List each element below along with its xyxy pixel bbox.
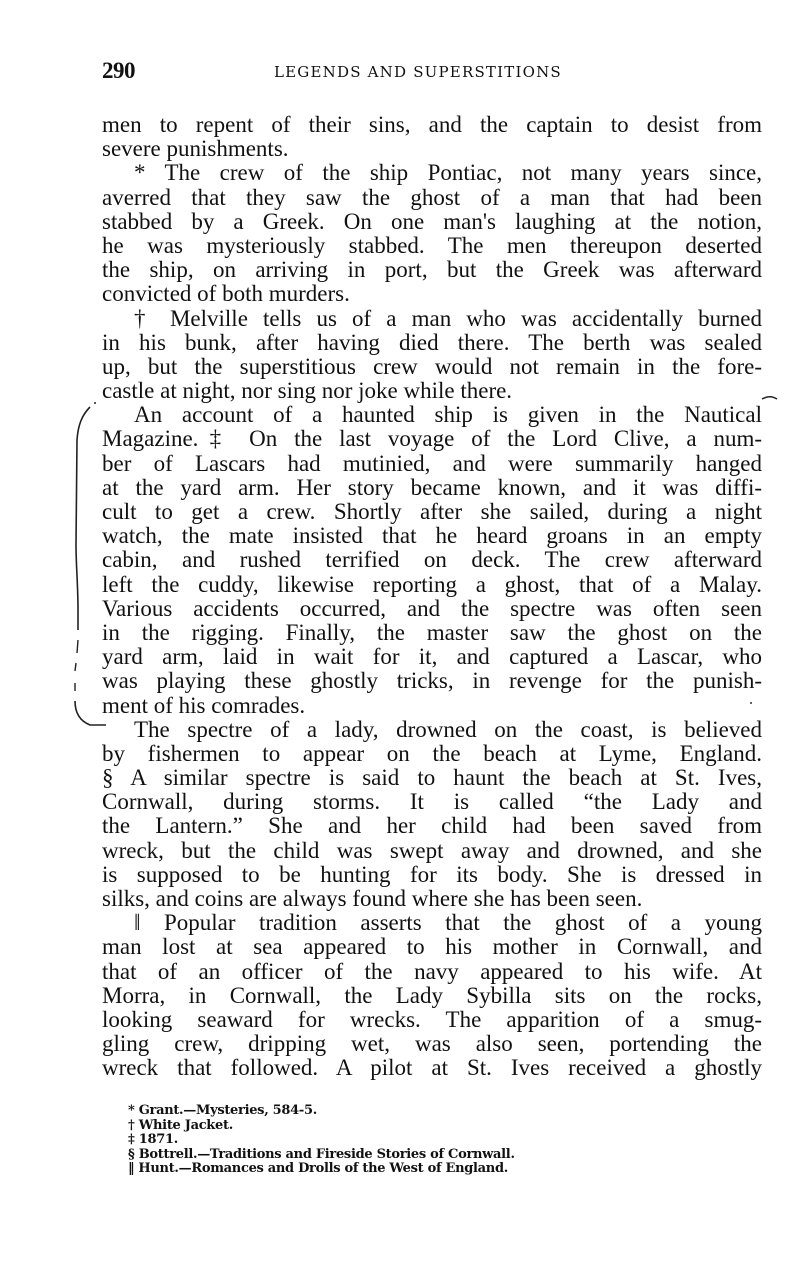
text-line: is supposed to be hunting for its body. She is dressed in	[102, 861, 762, 887]
text-line: Morra, in Cornwall, the Lady Sybilla sits on the rocks,	[102, 982, 762, 1008]
text-line: Cornwall, during storms. It is called “the Lady and	[102, 789, 762, 815]
text-line: convicted of both murders.	[102, 281, 350, 307]
text-line: ‖ Popular tradition asserts that the ghost of a young	[134, 910, 762, 936]
text-line: wreck, but the child was swept away and drowned, and she	[102, 837, 762, 863]
footnote: ‡ 1871.	[128, 1132, 178, 1148]
text-line: left the cuddy, likewise reporting a ghost, that of a Malay.	[102, 571, 762, 597]
text-line: in his bunk, after having died there. The berth was sealed	[102, 329, 762, 355]
text-line: averred that they saw the ghost of a man that had been	[102, 184, 762, 210]
text-line: the Lantern.” She and her child had been saved from	[102, 813, 762, 839]
text-line: wreck that followed. A pilot at St. Ives received a ghostly	[102, 1055, 762, 1081]
text-line: by fishermen to appear on the beach at Lyme, England.	[102, 740, 762, 766]
footnote: † White Jacket.	[128, 1117, 233, 1133]
running-title: LEGENDS AND SUPERSTITIONS	[274, 63, 562, 81]
footnote: § Bottrell.—Traditions and Fireside Stories of Cornwall.	[128, 1146, 515, 1162]
text-line: was playing these ghostly tricks, in revenge for the punish-	[102, 668, 762, 694]
text-line: Various accidents occurred, and the spectre was often seen	[102, 595, 762, 621]
text-line: cult to get a crew. Shortly after she sailed, during a night	[102, 499, 762, 524]
text-line: watch, the mate insisted that he heard groans in an empty	[102, 523, 762, 549]
text-line: man lost at sea appeared to his mother in Cornwall, and	[102, 934, 762, 960]
footnote: * Grant.—Mysteries, 584-5.	[128, 1103, 317, 1118]
text-line: at the yard arm. Her story became known, and it was diffi-	[102, 474, 762, 500]
text-line: Magazine.‡ On the last voyage of the Lord Clive, a num-	[102, 426, 762, 452]
text-line: silks, and coins are always found where she has been seen.	[102, 886, 643, 911]
body-text	[102, 113, 762, 1081]
text-line: An account of a haunted ship is given in the Nautical	[134, 402, 762, 428]
text-line: looking seaward for wrecks. The apparition of a smug-	[102, 1006, 762, 1032]
text-line: the ship, on arriving in port, but the Greek was afterward	[102, 257, 762, 283]
text-line: he was mysteriously stabbed. The men thereupon deserted	[102, 232, 762, 258]
footnote: ‖ Hunt.—Romances and Drolls of the West of England.	[128, 1161, 508, 1177]
text-line: ment of his comrades.	[102, 692, 306, 718]
footnotes	[128, 1104, 515, 1177]
text-line: The spectre of a lady, drowned on the coast, is believed	[134, 716, 762, 742]
text-line: up, but the superstitious crew would not remain in the fore-	[102, 353, 762, 379]
page-number: 290	[102, 58, 135, 83]
text-line: in the rigging. Finally, the master saw the ghost on the	[102, 619, 762, 645]
text-line: * The crew of the ship Pontiac, not many years since,	[134, 160, 762, 186]
text-line: yard arm, laid in wait for it, and captured a Lascar, who	[102, 644, 762, 670]
text-line: cabin, and rushed terrified on deck. The crew afterward	[102, 547, 762, 573]
text-line: severe punishments.	[102, 136, 289, 162]
text-line: ber of Lascars had mutinied, and were summarily hanged	[102, 450, 762, 476]
text-line: stabbed by a Greek. On one man's laughing at the notion,	[102, 208, 762, 234]
page-header	[102, 58, 762, 88]
text-line: that of an officer of the navy appeared to his wife. At	[102, 958, 762, 984]
text-line: castle at night, nor sing nor joke while there.	[102, 378, 513, 404]
text-line: § A similar spectre is said to haunt the beach at St. Ives,	[102, 765, 762, 791]
text-line: men to repent of their sins, and the captain to desist from	[102, 112, 762, 137]
margin-tick-mark	[760, 395, 780, 405]
text-line: † Melville tells us of a man who was accidentally burned	[134, 305, 762, 331]
text-line: gling crew, dripping wet, was also seen, portending the	[102, 1031, 762, 1057]
